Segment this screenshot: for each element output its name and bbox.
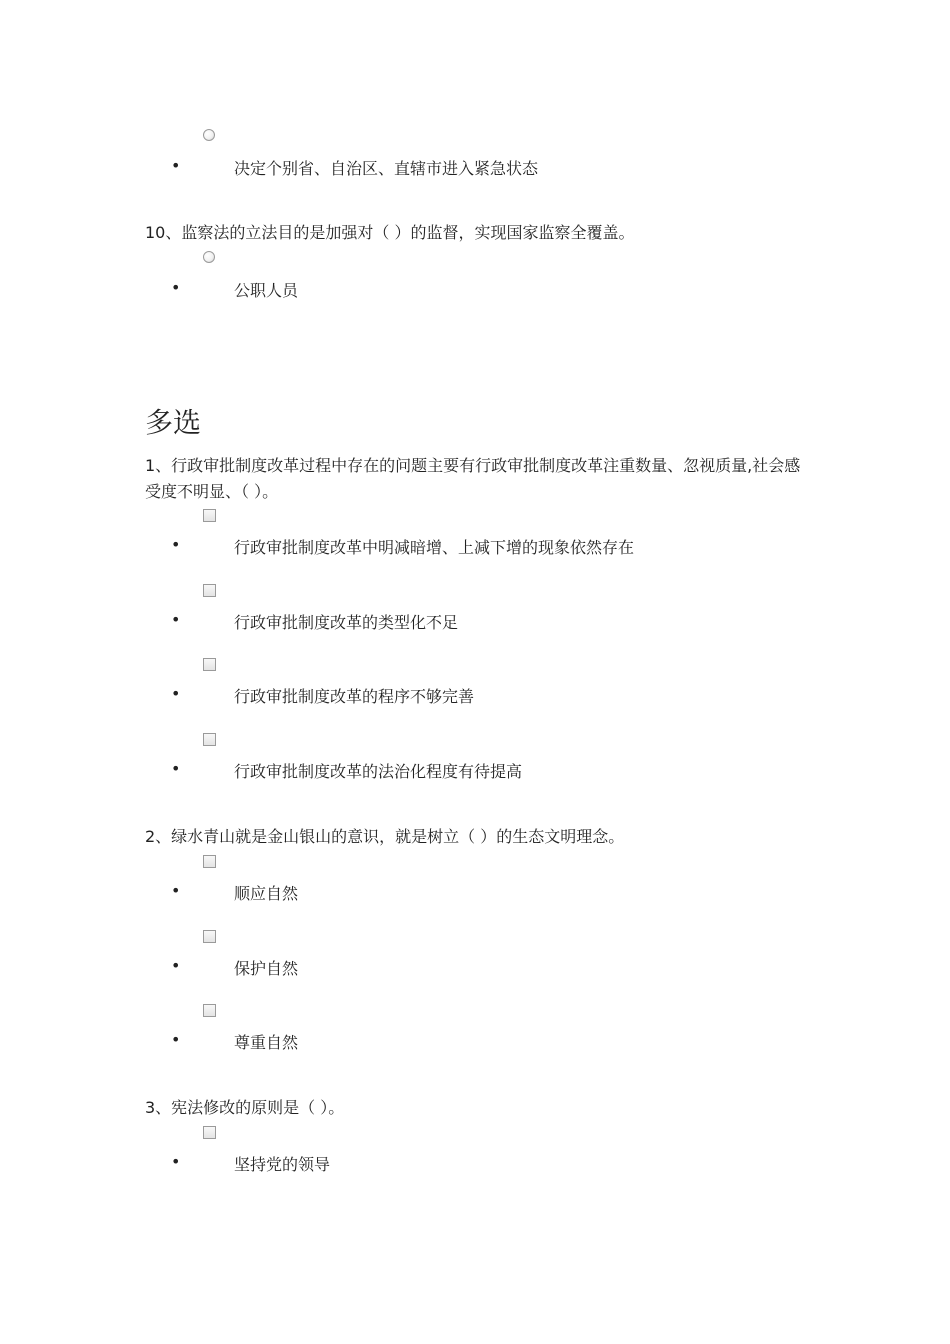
m2-question: 2、绿水青山就是金山银山的意识，就是树立（ ）的生态文明理念。 bbox=[145, 827, 625, 846]
bullet: • bbox=[171, 759, 181, 778]
m3-option-label: 坚持党的领导 bbox=[234, 1155, 331, 1174]
radio-button-icon[interactable] bbox=[203, 129, 215, 141]
m1-option-label: 行政审批制度改革的类型化不足 bbox=[234, 613, 459, 632]
m1-question: 1、行政审批制度改革过程中存在的问题主要有行政审批制度改革注重数量、忽视质量,社会感受度不明显、（ ）。 bbox=[145, 456, 801, 501]
m1-option-label: 行政审批制度改革的法治化程度有待提高 bbox=[234, 762, 523, 781]
bullet: • bbox=[171, 610, 181, 629]
checkbox-icon[interactable] bbox=[203, 658, 216, 671]
bullet: • bbox=[171, 1030, 181, 1049]
checkbox-icon[interactable] bbox=[203, 584, 216, 597]
bullet: • bbox=[171, 278, 181, 297]
checkbox-icon[interactable] bbox=[203, 733, 216, 746]
m2-option-label: 尊重自然 bbox=[234, 1033, 299, 1052]
checkbox-icon[interactable] bbox=[203, 1004, 216, 1017]
radio-button-icon[interactable] bbox=[203, 251, 215, 263]
checkbox-icon[interactable] bbox=[203, 1126, 216, 1139]
section-title: 多选 bbox=[145, 406, 202, 439]
bullet: • bbox=[171, 881, 181, 900]
q10-question: 10、监察法的立法目的是加强对（ ）的监督，实现国家监察全覆盖。 bbox=[145, 223, 635, 242]
bullet: • bbox=[171, 956, 181, 975]
m1-option-label: 行政审批制度改革中明减暗增、上减下增的现象依然存在 bbox=[234, 538, 635, 557]
checkbox-icon[interactable] bbox=[203, 509, 216, 522]
q10-option-label: 公职人员 bbox=[234, 281, 299, 300]
bullet: • bbox=[171, 1152, 181, 1171]
m3-question: 3、宪法修改的原则是（ ）。 bbox=[145, 1098, 345, 1117]
bullet: • bbox=[171, 156, 181, 175]
m2-option-label: 保护自然 bbox=[234, 959, 299, 978]
bullet: • bbox=[171, 684, 181, 703]
q9-option-label: 决定个别省、自治区、直辖市进入紧急状态 bbox=[234, 159, 539, 178]
checkbox-icon[interactable] bbox=[203, 930, 216, 943]
bullet: • bbox=[171, 535, 181, 554]
m1-option-label: 行政审批制度改革的程序不够完善 bbox=[234, 687, 475, 706]
checkbox-icon[interactable] bbox=[203, 855, 216, 868]
m2-option-label: 顺应自然 bbox=[234, 884, 299, 903]
